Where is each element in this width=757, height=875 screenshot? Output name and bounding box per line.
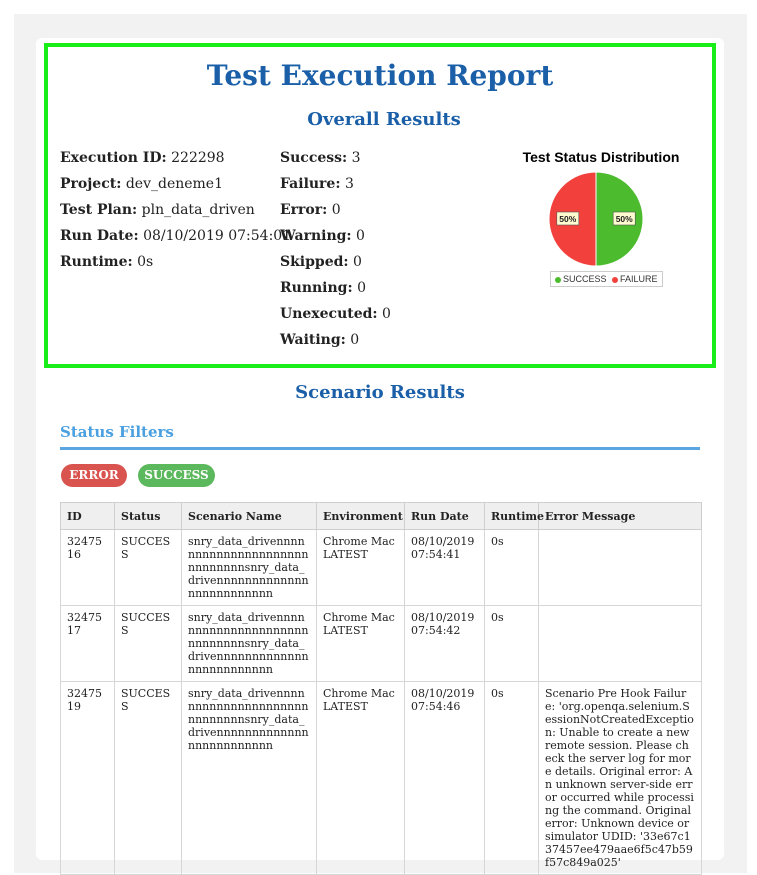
report-title: Test Execution Report <box>206 59 554 92</box>
cell-runtime: 0s <box>485 682 539 875</box>
legend-item-success[interactable]: SUCCESS <box>555 274 607 284</box>
filters-divider <box>60 447 700 450</box>
pie-data-label <box>557 212 579 225</box>
legend-item-failure[interactable]: FAILURE <box>609 274 658 284</box>
count-running: Running: 0 <box>280 280 366 296</box>
count-success: Success: 3 <box>280 150 361 166</box>
cell-status: SUCCESS <box>115 606 182 682</box>
cell-run-date: 08/10/2019 07:54:46 <box>405 682 485 875</box>
pie-label-text: 50% <box>559 214 577 224</box>
status-pie-chart <box>546 169 646 269</box>
count-skipped: Skipped: 0 <box>280 254 362 270</box>
col-header-runtime[interactable]: Runtime <box>485 503 539 530</box>
col-header-scenario-name[interactable]: Scenario Name <box>182 503 317 530</box>
cell-id: 3247517 <box>61 606 115 682</box>
count-waiting: Waiting: 0 <box>280 332 360 348</box>
cell-run-date: 08/10/2019 07:54:42 <box>405 606 485 682</box>
pie-data-label <box>613 212 635 225</box>
chart-title: Test Status Distribution <box>522 149 680 165</box>
status-counts <box>280 145 391 353</box>
table-row[interactable] <box>61 530 702 606</box>
cell-scenario-name: snry_data_drivennnnnnnnnnnnnnnnnnnnnnnnnnnnnsnry_data_drivennnnnnnnnnnnnnnnnnnnnnnnn <box>182 530 317 606</box>
scenario-results-heading: Scenario Results <box>295 382 465 403</box>
cell-id: 3247519 <box>61 682 115 875</box>
count-failure: Failure: 3 <box>280 176 354 192</box>
table-row[interactable] <box>61 682 702 875</box>
info-row-execution-id: Execution ID: 222298 <box>60 150 225 166</box>
cell-error-message <box>539 606 702 682</box>
col-header-error-message[interactable]: Error Message <box>539 503 702 530</box>
cell-scenario-name: snry_data_drivennnnnnnnnnnnnnnnnnnnnnnnnnnnnsnry_data_drivennnnnnnnnnnnnnnnnnnnnnnnn <box>182 682 317 875</box>
scenario-results-table <box>60 502 702 875</box>
col-header-id[interactable]: ID <box>61 503 115 530</box>
col-header-environment[interactable]: Environment <box>317 503 405 530</box>
cell-run-date: 08/10/2019 07:54:41 <box>405 530 485 606</box>
count-unexecuted: Unexecuted: 0 <box>280 306 391 322</box>
overall-results-heading: Overall Results <box>307 109 461 130</box>
cell-error-message <box>539 530 702 606</box>
cell-status: SUCCESS <box>115 682 182 875</box>
table-row[interactable] <box>61 606 702 682</box>
cell-environment: Chrome Mac LATEST <box>317 606 405 682</box>
count-warning: Warning: 0 <box>280 228 365 244</box>
cell-runtime: 0s <box>485 530 539 606</box>
info-row-run-date: Run Date: 08/10/2019 07:54:01 <box>60 228 292 244</box>
cell-status: SUCCESS <box>115 530 182 606</box>
count-error: Error: 0 <box>280 202 341 218</box>
cell-id: 3247516 <box>61 530 115 606</box>
legend-success-dot <box>555 277 561 283</box>
info-row-test-plan: Test Plan: pln_data_driven <box>60 202 255 218</box>
col-header-run-date[interactable]: Run Date <box>405 503 485 530</box>
legend-failure-dot <box>612 277 618 283</box>
cell-environment: Chrome Mac LATEST <box>317 530 405 606</box>
status-filters-heading: Status Filters <box>60 423 174 441</box>
pie-label-text: 50% <box>615 214 633 224</box>
overall-results-panel <box>44 43 716 368</box>
col-header-status[interactable]: Status <box>115 503 182 530</box>
cell-scenario-name: snry_data_drivennnnnnnnnnnnnnnnnnnnnnnnnnnnnsnry_data_drivennnnnnnnnnnnnnnnnnnnnnnnn <box>182 606 317 682</box>
table-header-row <box>61 503 702 530</box>
info-row-project: Project: dev_deneme1 <box>60 176 224 192</box>
execution-info <box>60 145 291 275</box>
chart-legend[interactable] <box>550 271 663 287</box>
info-row-runtime: Runtime: 0s <box>60 254 154 270</box>
cell-environment: Chrome Mac LATEST <box>317 682 405 875</box>
filter-success-button[interactable]: SUCCESS <box>138 464 215 487</box>
filter-error-button[interactable]: ERROR <box>61 464 127 487</box>
cell-error-message: Scenario Pre Hook Failure: 'org.openqa.selenium.SessionNotCreatedException: Unable to create a new remote session. Please check the server log for more details. Original error: An unknown server-side error occurred while processing the command. Original error: Unknown device or simulator UDID: '33e67c137457ee479aae6f5c47b59f57c849a025' <box>539 682 702 875</box>
cell-runtime: 0s <box>485 606 539 682</box>
